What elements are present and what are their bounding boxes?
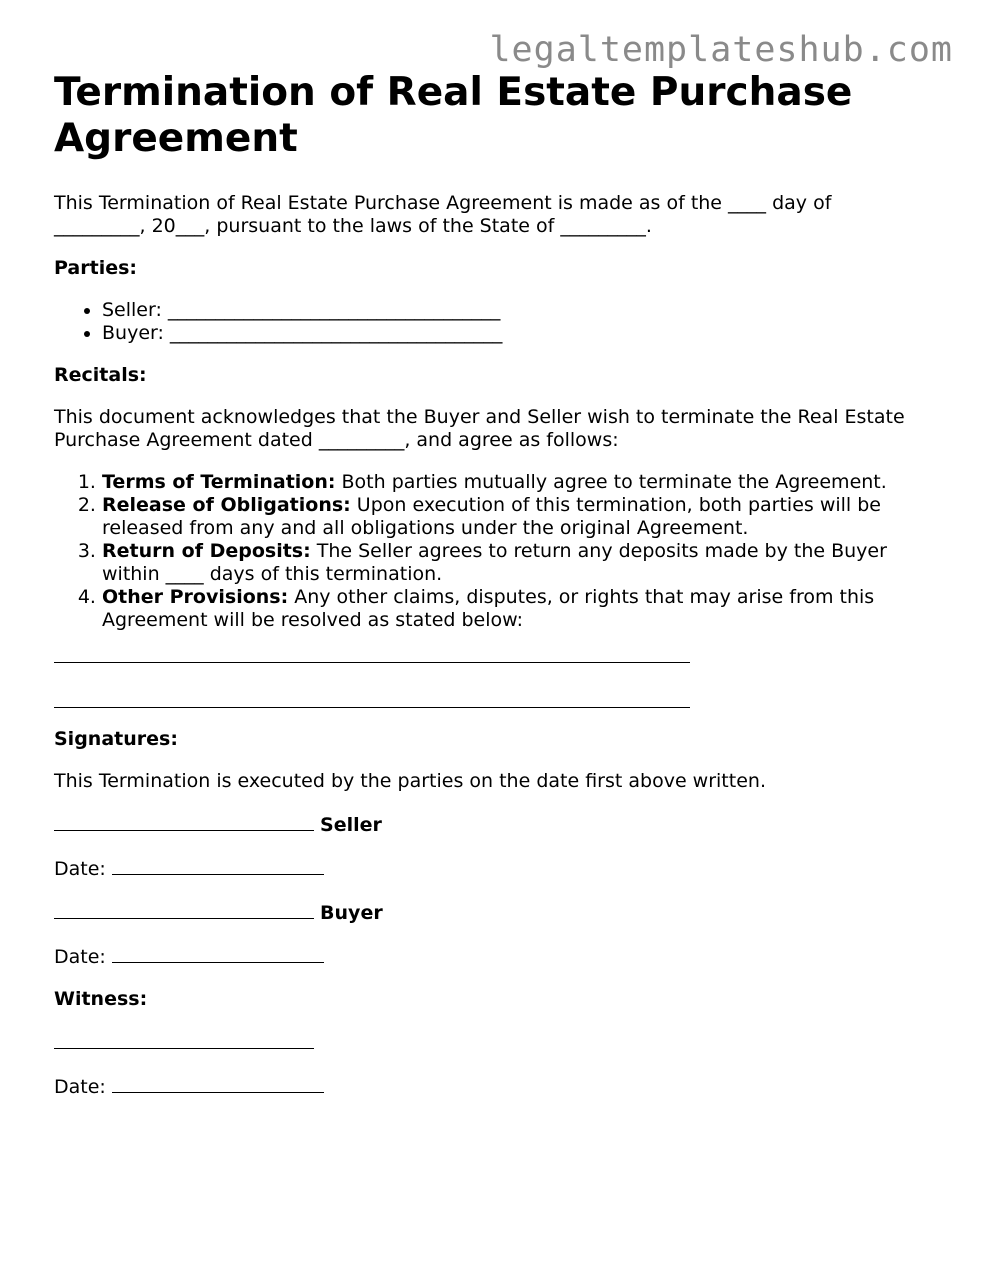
parties-heading: Parties: <box>54 257 137 279</box>
buyer-signature-row <box>54 900 934 925</box>
buyer-date-row <box>54 944 934 969</box>
seller-date-line[interactable] <box>112 856 324 875</box>
term-text: Upon execution of this termination, both parties will be released from any and all obligations under the original Agreement. <box>102 494 881 539</box>
provisions-blank-line-1[interactable] <box>54 662 690 663</box>
intro-line-2: _________, 20___, pursuant to the laws of the State of _________. <box>54 215 652 237</box>
term-label: Release of Obligations: <box>102 494 351 516</box>
term-text: Both parties mutually agree to terminate the Agreement. <box>335 471 887 493</box>
seller-signature-row <box>54 812 934 837</box>
seller-signature-label: Seller <box>320 814 382 836</box>
buyer-signature-line[interactable] <box>54 900 314 919</box>
intro-line-1: This Termination of Real Estate Purchase Agreement is made as of the ____ day of <box>54 192 832 214</box>
term-text: Any other claims, disputes, or rights that may arise from this Agreement will be resolved as stated below: <box>102 586 875 631</box>
term-label: Return of Deposits: <box>102 540 311 562</box>
document-title: Termination of Real Estate Purchase Agreement <box>54 70 853 161</box>
signatures-statement: This Termination is executed by the parties on the date first above written. <box>54 770 766 792</box>
term-text: The Seller agrees to return any deposits made by the Buyer within ____ days of this termination. <box>102 540 887 585</box>
recitals-intro-line-1: This document acknowledges that the Buyer and Seller wish to terminate the Real Estate <box>54 406 905 428</box>
recitals-heading: Recitals: <box>54 364 147 386</box>
term-label: Other Provisions: <box>102 586 289 608</box>
witness-heading: Witness: <box>54 988 148 1010</box>
buyer-signature-label: Buyer <box>320 902 383 924</box>
seller-date-row <box>54 856 934 881</box>
watermark-text: legaltemplateshub.com <box>489 30 953 70</box>
recitals-intro <box>54 406 934 452</box>
term-label: Terms of Termination: <box>102 471 336 493</box>
signatures-heading: Signatures: <box>54 728 178 750</box>
witness-signature-line[interactable] <box>54 1030 314 1049</box>
term-item-other <box>102 586 934 632</box>
provisions-blank-line-2[interactable] <box>54 707 690 708</box>
intro-paragraph <box>54 192 934 238</box>
seller-signature-line[interactable] <box>54 812 314 831</box>
witness-date-row <box>54 1074 934 1099</box>
term-item-deposits <box>102 540 934 586</box>
buyer-date-label: Date: <box>54 946 106 968</box>
document-page <box>54 70 934 1099</box>
parties-list <box>54 299 934 345</box>
recitals-intro-line-2: Purchase Agreement dated _________, and agree as follows: <box>54 429 619 451</box>
witness-date-label: Date: <box>54 1076 106 1098</box>
buyer-date-line[interactable] <box>112 944 324 963</box>
recitals-terms-list <box>54 471 934 632</box>
term-item-termination <box>102 471 934 494</box>
party-buyer-item: • Buyer: ___________________________________ <box>102 322 934 345</box>
party-seller-item: • Seller: ___________________________________ <box>102 299 934 322</box>
witness-date-line[interactable] <box>112 1074 324 1093</box>
witness-signature-row <box>54 1030 934 1055</box>
term-item-release <box>102 494 934 540</box>
seller-date-label: Date: <box>54 858 106 880</box>
